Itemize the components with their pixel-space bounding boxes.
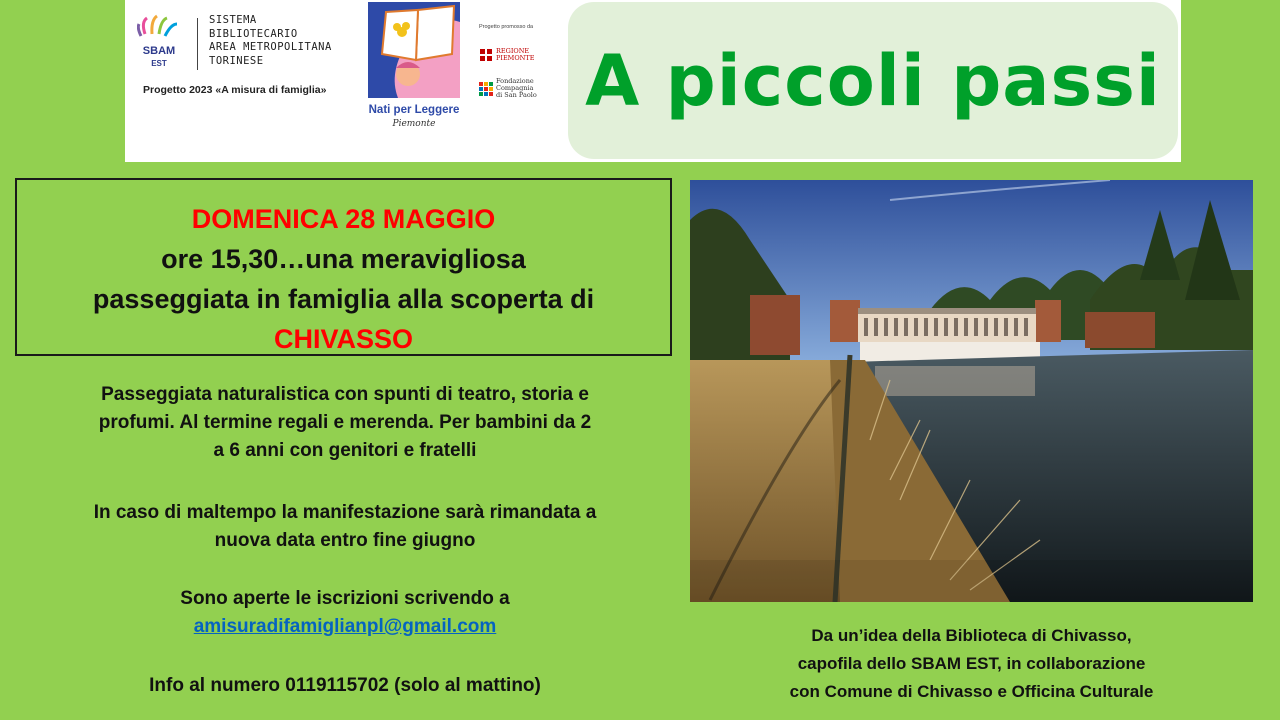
sbam-divider (197, 18, 198, 70)
fondazione-line-1: Fondazione (496, 77, 534, 85)
regione-line-2: PIEMONTE (496, 54, 535, 62)
canal-photo-illustration (690, 180, 1253, 602)
npl-illustration (368, 2, 460, 98)
description-line: nuova data entro fine giugno (214, 530, 476, 551)
svg-text:EST: EST (151, 59, 167, 68)
fondazione-line-2: Compagnia (496, 84, 534, 92)
nati-per-leggere-logo (368, 2, 460, 134)
fondazione-mosaic-icon (479, 82, 493, 96)
description-line: Sono aperte le iscrizioni scrivendo a (180, 588, 510, 609)
info-phone-line: Info al numero 0119115702 (solo al mattino) (149, 675, 541, 696)
regione-line-1: REGIONE (496, 47, 530, 55)
svg-text:SBAM: SBAM (142, 45, 176, 57)
sbam-line-1: SISTEMA (209, 14, 257, 26)
sbam-logo (133, 8, 373, 98)
promoters-heading: Progetto promosso da (479, 24, 534, 30)
description-paragraph-1 (15, 381, 675, 465)
description-paragraph-3 (15, 585, 675, 641)
promoters-block (479, 24, 559, 114)
fondazione-logo (479, 78, 537, 99)
caption-line: con Comune di Chivasso e Officina Culturale (789, 682, 1154, 701)
credits-caption (690, 622, 1253, 706)
caption-line: capofila dello SBAM EST, in collaborazione (797, 654, 1146, 673)
sbam-flower-icon (137, 14, 181, 70)
sbam-line-3: AREA METROPOLITANA (209, 41, 332, 53)
title-pill (568, 2, 1178, 159)
event-box (15, 178, 672, 356)
description-line: In caso di maltempo la manifestazione sarà rimandata a (93, 502, 597, 523)
description-paragraph-2 (15, 499, 675, 555)
email-link[interactable]: amisuradifamiglianpl@gmail.com (193, 616, 497, 637)
fondazione-line-3: di San Paolo (496, 91, 537, 99)
caption-line: Da un’idea della Biblioteca di Chivasso, (811, 626, 1132, 645)
page-title: A piccoli passi (585, 39, 1161, 122)
description-line: profumi. Al termine regali e merenda. Per bambini da 2 (98, 412, 592, 433)
regione-piemonte-logo (479, 48, 534, 62)
project-label: Progetto 2023 «A misura di famiglia» (143, 84, 327, 96)
landscape-photo (690, 180, 1253, 602)
description-line: a 6 anni con genitori e fratelli (213, 440, 477, 461)
event-time-line: ore 15,30…una meravigliosa (161, 244, 526, 274)
npl-name: Nati per Leggere (368, 104, 460, 116)
event-walk-line: passeggiata in famiglia alla scoperta di (92, 284, 595, 314)
sbam-line-4: TORINESE (209, 54, 264, 67)
description-paragraph-4 (15, 672, 675, 700)
regione-shield-icon (479, 48, 493, 62)
npl-region: Piemonte (392, 119, 436, 129)
event-place: CHIVASSO (273, 324, 414, 354)
description-line: Passeggiata naturalistica con spunti di teatro, storia e (101, 384, 589, 405)
sbam-name (209, 14, 332, 68)
reading-child-icon (368, 2, 460, 98)
header-banner (125, 0, 1181, 162)
sbam-line-2: BIBLIOTECARIO (209, 27, 298, 40)
event-date: DOMENICA 28 MAGGIO (191, 204, 496, 234)
